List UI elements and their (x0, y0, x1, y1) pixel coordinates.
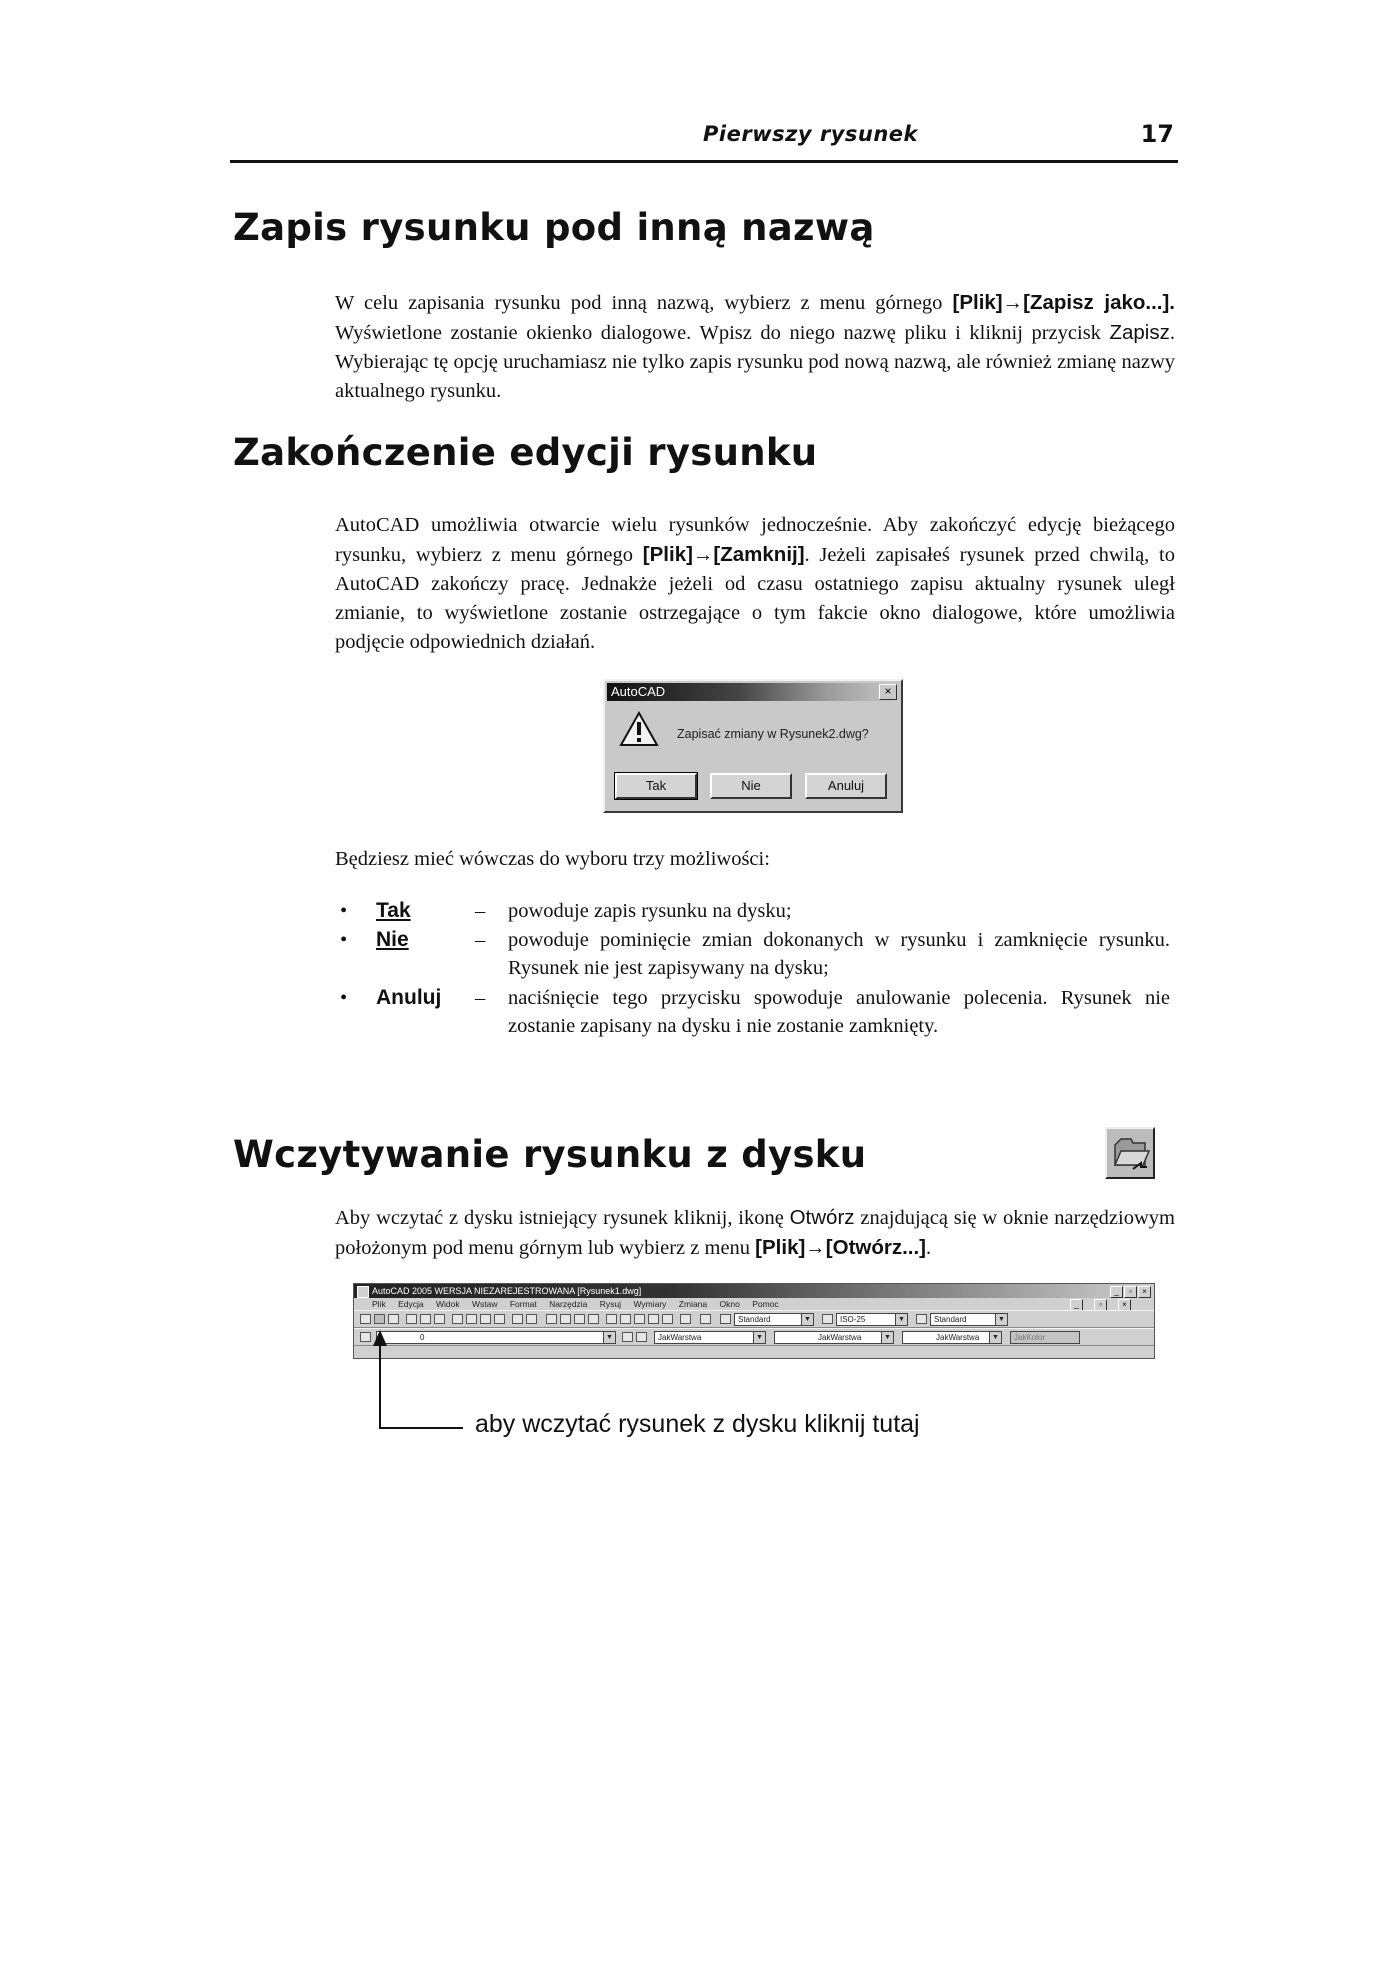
table-style-combo[interactable] (930, 1313, 1008, 1326)
chevron-down-icon: ▼ (801, 1314, 813, 1325)
make-current-icon[interactable] (622, 1332, 633, 1342)
callout-label: aby wczytać rysunek z dysku kliknij tutaj (475, 1410, 920, 1438)
menu-path-save-as: [Plik]→[Zapisz jako...]. (952, 291, 1175, 314)
dim-style-value: ISO-25 (840, 1315, 866, 1324)
paragraph-open (335, 1203, 1175, 1263)
save-changes-dialog (603, 679, 903, 813)
dialog-message: Zapisać zmiany w Rysunek2.dwg? (677, 727, 869, 741)
text-style-combo[interactable] (734, 1313, 814, 1326)
zoom-previous-icon[interactable] (588, 1314, 599, 1324)
chevron-down-icon: ▼ (881, 1332, 893, 1343)
plot-style-value: JakKolor (1014, 1333, 1046, 1342)
menu-format[interactable]: Format (509, 1299, 537, 1309)
chevron-down-icon: ▼ (989, 1332, 1001, 1343)
chevron-down-icon: ▼ (753, 1332, 765, 1343)
option-desc: powoduje zapis rysunku na dysku; (508, 900, 792, 922)
dialog-titlebar (607, 683, 899, 701)
menu-edycja[interactable]: Edycja (398, 1299, 424, 1309)
zoom-realtime-icon[interactable] (560, 1314, 571, 1324)
text: Aby wczytać z dysku istniejący rysunek kliknij, ikonę (335, 1207, 790, 1229)
text: . Wybierając tę opcję uruchamiasz nie tylko zapis rysunku pod nową nazwą, ale również zmianę nazwy aktualnego rysunku. (335, 322, 1175, 402)
text: W celu zapisania rysunku pod inną nazwą, wybierz z menu górnego (335, 292, 953, 314)
option-item-nie (330, 926, 1180, 982)
menu-pomoc[interactable]: Pomoc (752, 1299, 779, 1309)
open-icon-glyph (1107, 1129, 1153, 1177)
option-item-anuluj (330, 984, 1180, 1040)
menu-path-open: [Plik]→[Otwórz...] (755, 1236, 926, 1259)
open-file-icon[interactable] (374, 1314, 385, 1324)
menu-rysuj[interactable]: Rysuj (599, 1299, 622, 1309)
menu-narzedzia[interactable]: Narzędzia (549, 1299, 588, 1309)
section-heading-save-as: Zapis rysunku pod inną nazwą (233, 206, 875, 249)
calculator-icon[interactable] (680, 1314, 691, 1324)
option-key: Nie (376, 928, 409, 951)
chevron-down-icon: ▼ (895, 1314, 907, 1325)
cut-icon[interactable] (452, 1314, 463, 1324)
no-button[interactable]: Nie (710, 773, 792, 799)
pan-icon[interactable] (546, 1314, 557, 1324)
menu-widok[interactable]: Widok (435, 1299, 460, 1309)
properties-icon[interactable] (606, 1314, 617, 1324)
dash: – (475, 929, 486, 951)
doc-maximize-button[interactable]: ▫ (1094, 1299, 1107, 1311)
warning-icon (619, 711, 659, 747)
dim-style-combo[interactable] (836, 1313, 908, 1326)
text: . (926, 1237, 932, 1259)
text: znajdującą się w oknie narzędziowym położonym pod menu górnym lub wybierz z menu (335, 1207, 1175, 1259)
doc-minimize-button[interactable]: _ (1070, 1299, 1083, 1311)
button-name-zapisz: Zapisz (1109, 321, 1170, 344)
section-heading-close: Zakończenie edycji rysunku (233, 431, 818, 474)
acad-menubar (354, 1298, 1154, 1310)
help-icon[interactable] (700, 1314, 711, 1324)
layer-combo[interactable] (376, 1331, 616, 1344)
section-heading-open: Wczytywanie rysunku z dysku (233, 1133, 867, 1176)
running-header (230, 118, 1178, 163)
dim-style-icon[interactable] (822, 1314, 833, 1324)
color-combo[interactable] (654, 1331, 766, 1344)
option-key: Anuluj (376, 986, 442, 1009)
maximize-button[interactable]: ▫ (1124, 1286, 1137, 1298)
page-number: 17 (1140, 120, 1174, 148)
bullet: • (340, 987, 348, 1009)
callout-line (379, 1427, 463, 1429)
text: Wyświetlone zostanie okienko dialogowe. Wpisz do niego nazwę pliku i kliknij przycisk (335, 322, 1110, 344)
window-controls (1110, 1286, 1151, 1298)
choices-intro: Będziesz mieć wówczas do wyboru trzy możliwości: (335, 848, 770, 870)
option-desc: naciśnięcie tego przycisku spowoduje anulowanie polecenia. Rysunek nie zostanie zapisany na dysku i nie zostanie zamknięty. (508, 987, 1170, 1037)
table-style-icon[interactable] (916, 1314, 927, 1324)
open-folder-icon (1105, 1127, 1155, 1179)
menu-okno[interactable]: Okno (719, 1299, 740, 1309)
option-key: Tak (376, 899, 411, 922)
paste-icon[interactable] (480, 1314, 491, 1324)
redo-icon[interactable] (526, 1314, 537, 1324)
close-icon[interactable]: × (879, 684, 897, 700)
dialog-title: AutoCAD (611, 684, 666, 699)
standard-toolbar (354, 1310, 1154, 1328)
option-desc: powoduje pominięcie zmian dokonanych w rysunku i zamknięcie rysunku. Rysunek nie jest zapisywany na dysku; (508, 929, 1170, 979)
tool-palettes-icon[interactable] (634, 1314, 645, 1324)
callout-line (379, 1338, 381, 1429)
dash: – (475, 900, 486, 922)
cancel-button[interactable]: Anuluj (805, 773, 887, 799)
menu-path-close: [Plik]→[Zamknij] (642, 543, 805, 566)
linetype-value: JakWarstwa (818, 1333, 862, 1342)
lineweight-value: JakWarstwa (936, 1333, 980, 1342)
menu-wstaw[interactable]: Wstaw (471, 1299, 498, 1309)
copy-icon[interactable] (466, 1314, 477, 1324)
lineweight-combo[interactable] (902, 1331, 1002, 1344)
running-title: Pierwszy rysunek (703, 122, 918, 146)
acad-titlebar (354, 1284, 1154, 1298)
acad-title: AutoCAD 2005 WERSJA NIEZAREJESTROWANA [Rysunek1.dwg] (372, 1286, 642, 1296)
publish-icon[interactable] (434, 1314, 445, 1324)
icon-name-otworz: Otwórz (789, 1206, 855, 1229)
layer-previous-icon[interactable] (636, 1332, 647, 1342)
menu-zmiana[interactable]: Zmiana (678, 1299, 708, 1309)
option-item-tak (330, 897, 1180, 925)
bullet: • (340, 900, 348, 922)
menu-plik[interactable]: Plik (372, 1299, 386, 1309)
match-properties-icon[interactable] (494, 1314, 505, 1324)
preview-icon[interactable] (420, 1314, 431, 1324)
markup-icon[interactable] (662, 1314, 673, 1324)
zoom-window-icon[interactable] (574, 1314, 585, 1324)
chevron-down-icon: ▼ (603, 1332, 615, 1343)
color-value: JakWarstwa (658, 1333, 702, 1342)
undo-icon[interactable] (512, 1314, 523, 1324)
bullet: • (340, 929, 348, 951)
design-center-icon[interactable] (620, 1314, 631, 1324)
minimize-button[interactable]: _ (1110, 1286, 1123, 1298)
linetype-combo[interactable] (774, 1331, 894, 1344)
layers-toolbar (354, 1328, 1154, 1346)
yes-button[interactable]: Tak (615, 773, 697, 799)
plot-style-combo (1010, 1331, 1080, 1344)
menu-wymiary[interactable]: Wymiary (633, 1299, 667, 1309)
text: . Jeżeli zapisałeś rysunek przed chwilą, to AutoCAD zakończy pracę. Jednakże jeżeli od czasu ostatniego zapisu aktualny rysunek uległ zmianie, to wyświetlone zostanie ostrzegające o tym fakcie okno dialogowe, które umożliwia podjęcie odpowiednich działań. (335, 544, 1175, 653)
new-file-icon[interactable] (360, 1314, 371, 1324)
app-icon (357, 1286, 369, 1298)
table-style-value: Standard (934, 1315, 967, 1324)
chevron-down-icon: ▼ (995, 1314, 1007, 1325)
text-style-value: Standard (738, 1315, 771, 1324)
dash: – (475, 987, 486, 1009)
print-icon[interactable] (406, 1314, 417, 1324)
paragraph-save-as (335, 288, 1175, 406)
layer-value: 0 (420, 1333, 425, 1342)
close-button[interactable]: × (1138, 1286, 1151, 1298)
doc-close-button[interactable]: × (1118, 1299, 1131, 1311)
save-icon[interactable] (388, 1314, 399, 1324)
paragraph-close (335, 511, 1175, 657)
autocad-window-screenshot (353, 1283, 1155, 1359)
text-style-icon[interactable] (720, 1314, 731, 1324)
layer-manager-icon[interactable] (360, 1332, 371, 1342)
text: AutoCAD umożliwia otwarcie wielu rysunków jednocześnie. Aby zakończyć edycję bieżącego rysunku, wybierz z menu górnego (335, 514, 1175, 566)
sheet-set-icon[interactable] (648, 1314, 659, 1324)
